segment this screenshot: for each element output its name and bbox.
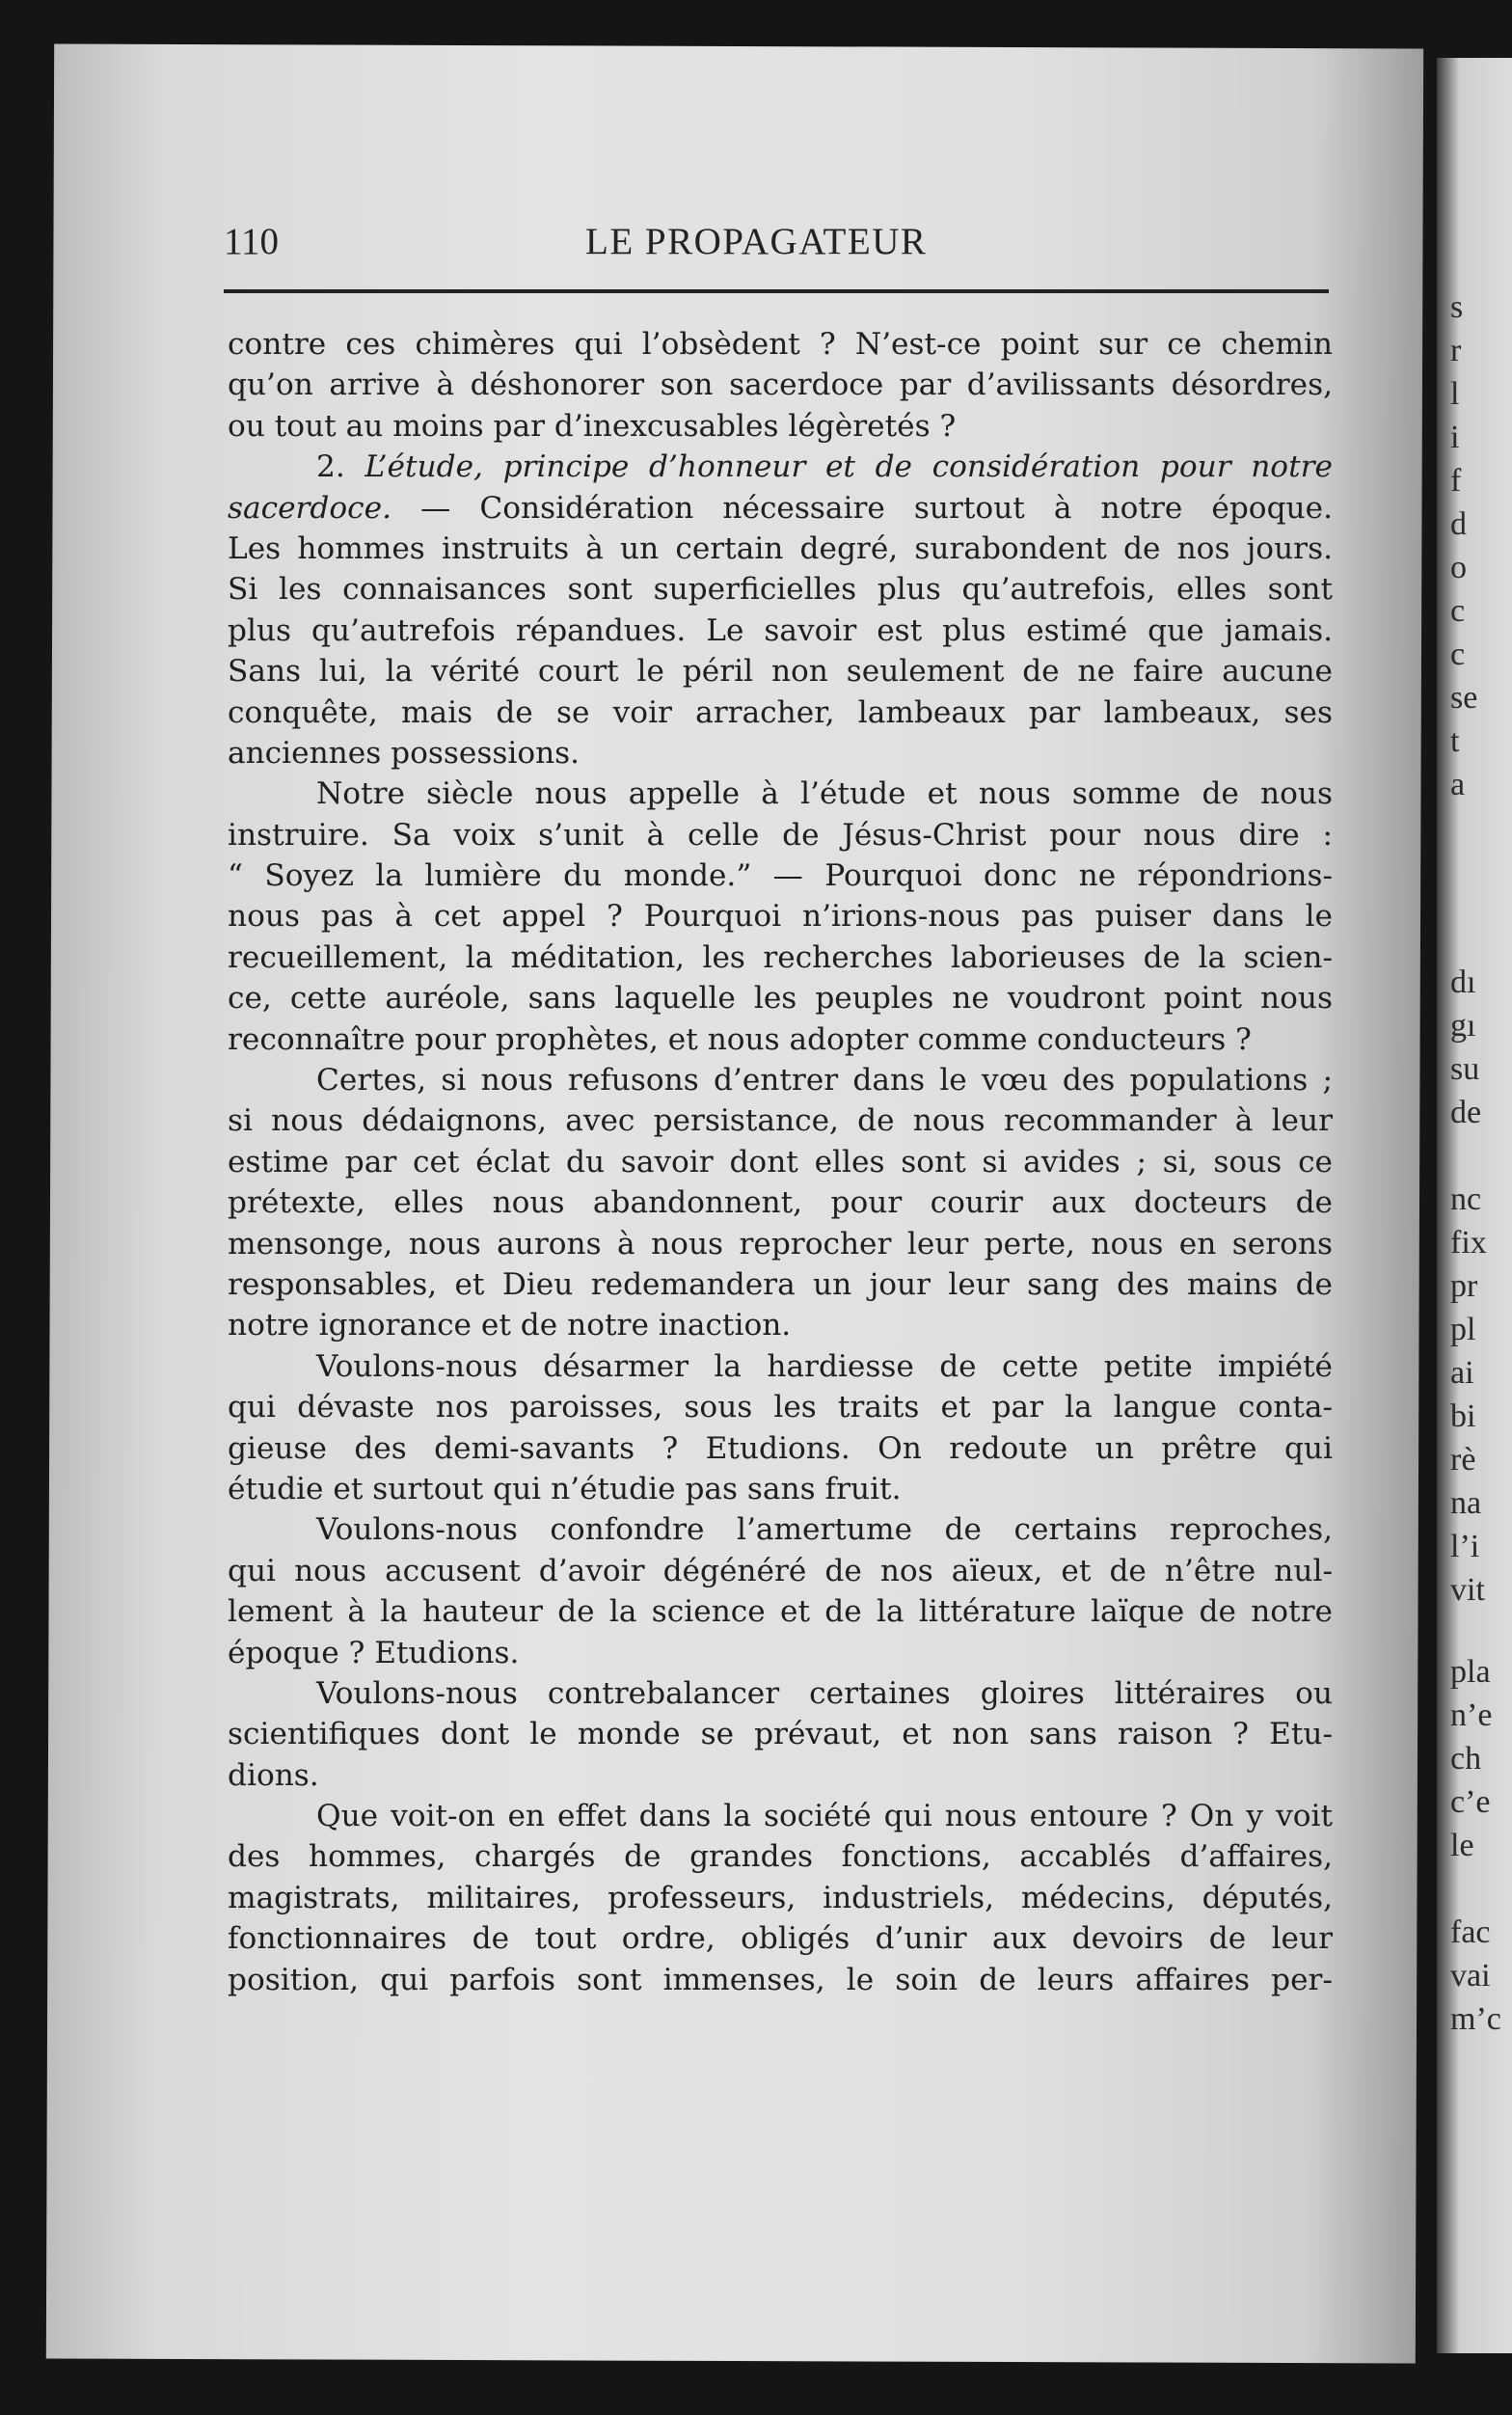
facing-page-fragment: l [1450, 376, 1460, 412]
facing-page-fragment: ch [1450, 1741, 1482, 1777]
facing-page-fragment: o [1450, 550, 1467, 585]
facing-page-fragment: pla [1450, 1654, 1491, 1690]
facing-page-fragment: na [1450, 1485, 1482, 1521]
text-line: mensonge, nous aurons à nous reprocher leur perte, nous en serons [228, 1226, 1333, 1262]
section-title: L’étude, principe d’honneur et de considération pour notre [364, 449, 1333, 485]
text-line: responsables, et Dieu redemandera un jour leur sang des mains de [228, 1266, 1333, 1302]
running-title: LE PROPAGATEUR [585, 221, 928, 262]
text-line: Sans lui, la vérité court le péril non seulement de ne faire aucune [228, 654, 1333, 690]
section-heading-line [228, 447, 1333, 487]
facing-page-fragment: l’i [1450, 1529, 1480, 1564]
facing-page-fragment: c [1450, 637, 1466, 672]
facing-page-fragment: bi [1450, 1398, 1476, 1434]
facing-page-fragment: vit [1450, 1572, 1485, 1608]
facing-page-fragment: de [1450, 1095, 1482, 1130]
facing-page-fragment: vai [1450, 1958, 1491, 1994]
text-line: Voulons-nous contrebalancer certaines gloires littéraires ou [316, 1675, 1333, 1711]
facing-page-fragment: nc [1450, 1181, 1482, 1217]
page-number: 110 [224, 221, 280, 262]
facing-page-fragment: a [1450, 767, 1466, 802]
facing-page-fragment: r [1450, 333, 1462, 368]
facing-page-fragment: s [1450, 289, 1464, 325]
text-line: nous pas à cet appel ? Pourquoi n’irions-nous pas puiser dans le [228, 899, 1333, 935]
body-text [228, 324, 1333, 2000]
facing-page-fragment: dı [1450, 964, 1476, 1000]
section-lead-text: — Considération nécessaire surtout à notre époque. [392, 490, 1333, 526]
text-line: Notre siècle nous appelle à l’étude et nous somme de nous [316, 776, 1333, 812]
facing-page-fragment: gı [1450, 1008, 1476, 1044]
text-line: “ Soyez la lumière du monde.” — Pourquoi donc ne répondrions- [228, 858, 1333, 894]
facing-page-fragment: pr [1450, 1268, 1478, 1304]
facing-page-fragment: fix [1450, 1225, 1487, 1261]
text-line: lement à la hauteur de la science et de la littérature laïque de notre [228, 1594, 1333, 1630]
facing-page-fragment: ai [1450, 1355, 1474, 1391]
text-line: gieuse des demi-savants ? Etudions. On redoute un prêtre qui [228, 1430, 1333, 1466]
text-line: étudie et surtout qui n’étudie pas sans fruit. [228, 1471, 902, 1506]
text-line: magistrats, militaires, professeurs, industriels, médecins, députés, [228, 1880, 1333, 1915]
header-rule [224, 289, 1329, 293]
text-line: ce, cette auréole, sans laquelle les peuples ne voudront point nous [228, 981, 1333, 1017]
facing-page-fragment: c [1450, 593, 1466, 629]
section-heading-line [228, 488, 1333, 529]
text-line: conquête, mais de se voir arracher, lambeaux par lambeaux, ses [228, 694, 1333, 730]
text-line: qui dévaste nos paroisses, sous les traits et par la langue conta- [228, 1390, 1333, 1425]
text-line: époque ? Etudions. [228, 1635, 520, 1670]
facing-page-edge [1437, 58, 1512, 2353]
text-line: Certes, si nous refusons d’entrer dans le vœu des populations ; [316, 1063, 1333, 1099]
text-line: prétexte, elles nous abandonnent, pour courir aux docteurs de [228, 1185, 1333, 1221]
text-line: recueillement, la méditation, les recherches laborieuses de la scien- [228, 939, 1333, 975]
facing-page-fragment: c’e [1450, 1784, 1491, 1820]
facing-page-fragment: f [1450, 463, 1462, 499]
facing-page-fragment: fac [1450, 1914, 1491, 1950]
section-title-cont: sacerdoce. [228, 490, 392, 526]
text-line: dions. [228, 1757, 319, 1793]
text-line: instruire. Sa voix s’unit à celle de Jésus-Christ pour nous dire : [228, 817, 1333, 853]
section-number: 2. [316, 449, 345, 485]
facing-page-fragment: t [1450, 723, 1460, 759]
running-header [224, 220, 1329, 278]
text-line: qu’on arrive à déshonorer son sacerdoce par d’avilissants désordres, [228, 367, 1333, 403]
text-line: scientifiques dont le monde se prévaut, et non sans raison ? Etu- [228, 1717, 1333, 1752]
text-line: anciennes possessions. [228, 735, 580, 771]
text-line: plus qu’autrefois répandues. Le savoir est plus estimé que jamais. [228, 612, 1333, 648]
facing-page-fragment: su [1450, 1051, 1480, 1087]
text-line: des hommes, chargés de grandes fonctions, accablés d’affaires, [228, 1839, 1333, 1875]
facing-page-fragment: rè [1450, 1442, 1476, 1478]
text-line: estime par cet éclat du savoir dont elles sont si avides ; si, sous ce [228, 1144, 1333, 1180]
facing-page-fragment: pl [1450, 1312, 1476, 1347]
facing-page-fragment: m’c [1450, 2001, 1501, 2037]
text-line: qui nous accusent d’avoir dégénéré de nos aïeux, et de n’être nul- [228, 1553, 1333, 1588]
text-line: reconnaître pour prophètes, et nous adopter comme conducteurs ? [228, 1021, 1252, 1057]
facing-page-fragment: n’e [1450, 1697, 1493, 1733]
text-line: Que voit-on en effet dans la société qui nous entoure ? On y voit [316, 1799, 1333, 1834]
text-line: si nous dédaignons, avec persistance, de nous recommander à leur [228, 1103, 1333, 1139]
text-line: Voulons-nous désarmer la hardiesse de cette petite impiété [316, 1348, 1333, 1384]
text-line: position, qui parfois sont immenses, le soin de leurs affaires per- [228, 1962, 1333, 1997]
facing-page-fragment: se [1450, 680, 1478, 716]
text-line: Les hommes instruits à un certain degré, surabondent de nos jours. [228, 530, 1333, 566]
facing-page-fragment: d [1450, 506, 1467, 542]
facing-page-fragment: le [1450, 1828, 1474, 1863]
text-line: ou tout au moins par d’inexcusables légèretés ? [228, 408, 957, 444]
text-line: contre ces chimères qui l’obsèdent ? N’est-ce point sur ce chemin [228, 327, 1333, 362]
text-line: Voulons-nous confondre l’amertume de certains reproches, [316, 1512, 1333, 1548]
text-line: Si les connaisances sont superficielles plus qu’autrefois, elles sont [228, 572, 1333, 608]
text-line: fonctionnaires de tout ordre, obligés d’unir aux devoirs de leur [228, 1921, 1333, 1957]
facing-page-fragment: i [1450, 420, 1460, 455]
text-line: notre ignorance et de notre inaction. [228, 1308, 792, 1343]
